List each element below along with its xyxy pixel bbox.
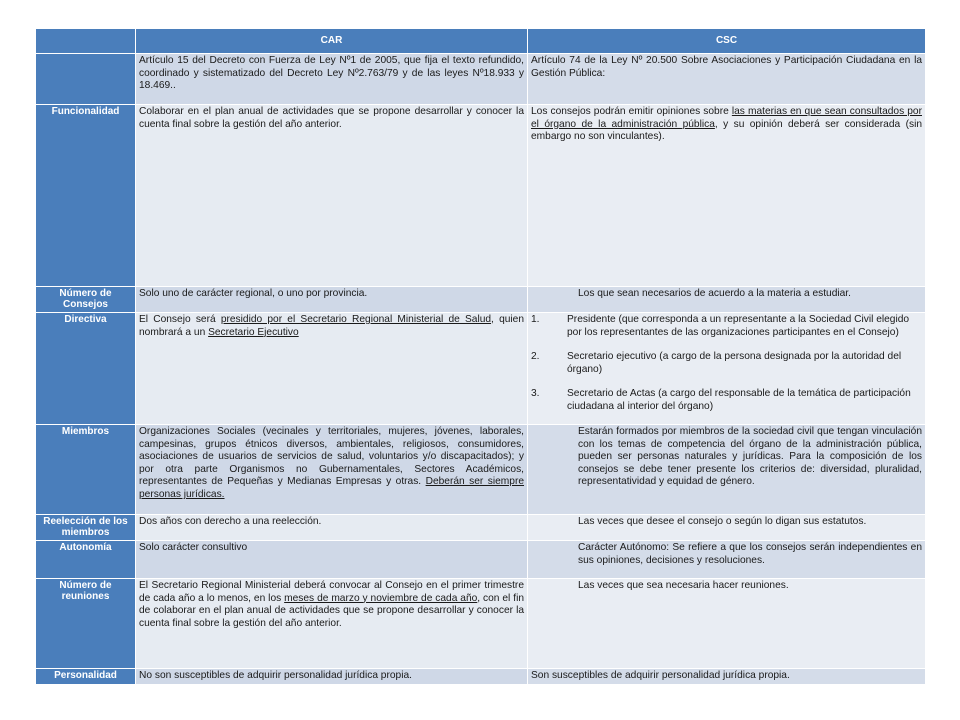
directiva-item-text: Secretario ejecutivo (a cargo de la persona designada por la autoridad del órgano) bbox=[567, 351, 902, 375]
directiva-item-text: Secretario de Actas (a cargo del responsable de la temática de participación ciudadana al interior del órgano) bbox=[567, 388, 911, 412]
car-numero-consejos: Solo uno de carácter regional, o uno por provincia. bbox=[136, 287, 528, 313]
row-numero-reuniones bbox=[36, 579, 926, 669]
row-label-funcionalidad: Funcionalidad bbox=[36, 105, 136, 287]
row-label-miembros: Miembros bbox=[36, 425, 136, 515]
row-legal bbox=[36, 54, 926, 105]
row-numero-consejos bbox=[36, 287, 926, 313]
car-directiva bbox=[136, 313, 528, 425]
car-funcionalidad: Colaborar en el plan anual de actividades que se propone desarrollar y conocer la cuenta final sobre la gestión del año anterior. bbox=[136, 105, 528, 287]
directiva-list-item bbox=[531, 388, 922, 413]
comparison-table bbox=[35, 28, 926, 685]
row-label-reeleccion: Reelección de los miembros bbox=[36, 515, 136, 541]
car-numero-reuniones bbox=[136, 579, 528, 669]
row-autonomia bbox=[36, 541, 926, 579]
csc-miembros: Estarán formados por miembros de la sociedad civil que tengan vinculación con los temas de competencia del órgano de la administración pública, pueden ser personas naturales y jurídicas. Para la composición de los consejos se debe tener presente los criterios de: diversidad, pluralidad, representatividad y equidad de género. bbox=[528, 425, 926, 515]
row-label-directiva: Directiva bbox=[36, 313, 136, 425]
directiva-list bbox=[531, 314, 922, 414]
directiva-list-item bbox=[531, 314, 922, 339]
car-miembros-underlined: Deberán ser siempre personas jurídicas. bbox=[139, 476, 525, 500]
row-label-autonomia: Autonomía bbox=[36, 541, 136, 579]
csc-autonomia: Carácter Autónomo: Se refiere a que los consejos serán independientes en sus opiniones, decisiones y resoluciones. bbox=[528, 541, 926, 579]
car-personalidad: No son susceptibles de adquirir personalidad jurídica propia. bbox=[136, 669, 528, 685]
car-reuniones-text-2: , con el fin de colaborar en el plan anual de actividades que se propone desarrollar y conocer la cuenta final sobre la gestión del año anterior. bbox=[139, 592, 524, 629]
row-label-numero-reuniones: Número de reuniones bbox=[36, 579, 136, 669]
directiva-item-number: 1. bbox=[531, 314, 540, 325]
csc-funcionalidad-text-1: Los consejos podrán emitir opiniones sobre bbox=[531, 106, 732, 117]
csc-funcionalidad-underlined: las materias en que sean consultados por el órgano de la administración pública bbox=[531, 106, 922, 130]
row-reeleccion bbox=[36, 515, 926, 541]
csc-legal: Artículo 74 de la Ley Nº 20.500 Sobre Asociaciones y Participación Ciudadana en la Gestión Pública: bbox=[528, 54, 926, 105]
header-car: CAR bbox=[136, 29, 528, 54]
row-label-personalidad: Personalidad bbox=[36, 669, 136, 685]
car-reuniones-text-1: El Secretario Regional Ministerial deberá convocar al Consejo en el primer trimestre de cada año a lo menos, en los bbox=[139, 580, 524, 604]
header-empty-cell bbox=[36, 29, 136, 54]
car-miembros bbox=[136, 425, 528, 515]
csc-funcionalidad bbox=[528, 105, 926, 287]
csc-numero-consejos: Los que sean necesarios de acuerdo a la materia a estudiar. bbox=[528, 287, 926, 313]
row-personalidad bbox=[36, 669, 926, 685]
csc-numero-reuniones: Las veces que sea necesaria hacer reuniones. bbox=[528, 579, 926, 669]
car-directiva-underlined-2: Secretario Ejecutivo bbox=[208, 326, 299, 338]
car-miembros-text: Organizaciones Sociales (vecinales y territoriales, mujeres, jóvenes, laborales, campesinas, grupos étnicos diversos, ambientales, religiosos, consumidores, asociaciones de usuarios de servicios de salud, voluntarios y/o discapacitados); y por otra parte Organismos no Gubernamentales, Sectores Académicos, representantes de Pequeñas y Medianas Empresas y otras. bbox=[139, 426, 524, 488]
row-directiva bbox=[36, 313, 926, 425]
csc-funcionalidad-text-2: , y su opinión deberá ser considerada (sin embargo no son vinculantes). bbox=[531, 118, 922, 143]
header-row bbox=[36, 29, 926, 54]
header-csc: CSC bbox=[528, 29, 926, 54]
car-autonomia: Solo carácter consultivo bbox=[136, 541, 528, 579]
car-reuniones-underlined: meses de marzo y noviembre de cada año bbox=[284, 592, 478, 604]
directiva-list-item bbox=[531, 351, 922, 376]
directiva-item-number: 3. bbox=[531, 388, 540, 400]
row-label-numero-consejos: Número de Consejos bbox=[36, 287, 136, 313]
row-label-legal bbox=[36, 54, 136, 105]
car-reeleccion: Dos años con derecho a una reelección. bbox=[136, 515, 528, 541]
csc-directiva bbox=[528, 313, 926, 425]
car-directiva-text-2: , quien nombrará a un bbox=[139, 314, 524, 338]
car-directiva-underlined-1: presidido por el Secretario Regional Ministerial de Salud bbox=[220, 314, 492, 325]
csc-personalidad: Son susceptibles de adquirir personalidad jurídica propia. bbox=[528, 669, 926, 685]
directiva-item-text: Presidente (que corresponda a un representante a la Sociedad Civil elegido por los representantes de las organizaciones participantes en el Consejo) bbox=[567, 314, 910, 338]
row-funcionalidad bbox=[36, 105, 926, 287]
csc-reeleccion: Las veces que desee el consejo o según lo digan sus estatutos. bbox=[528, 515, 926, 541]
car-directiva-text-1: El Consejo será bbox=[139, 314, 221, 325]
directiva-item-number: 2. bbox=[531, 351, 540, 363]
row-miembros bbox=[36, 425, 926, 515]
car-legal: Artículo 15 del Decreto con Fuerza de Ley Nº1 de 2005, que fija el texto refundido, coordinado y sistematizado del Decreto Ley Nº2.763/79 y de las leyes Nº18.933 y 18.469.. bbox=[136, 54, 528, 105]
